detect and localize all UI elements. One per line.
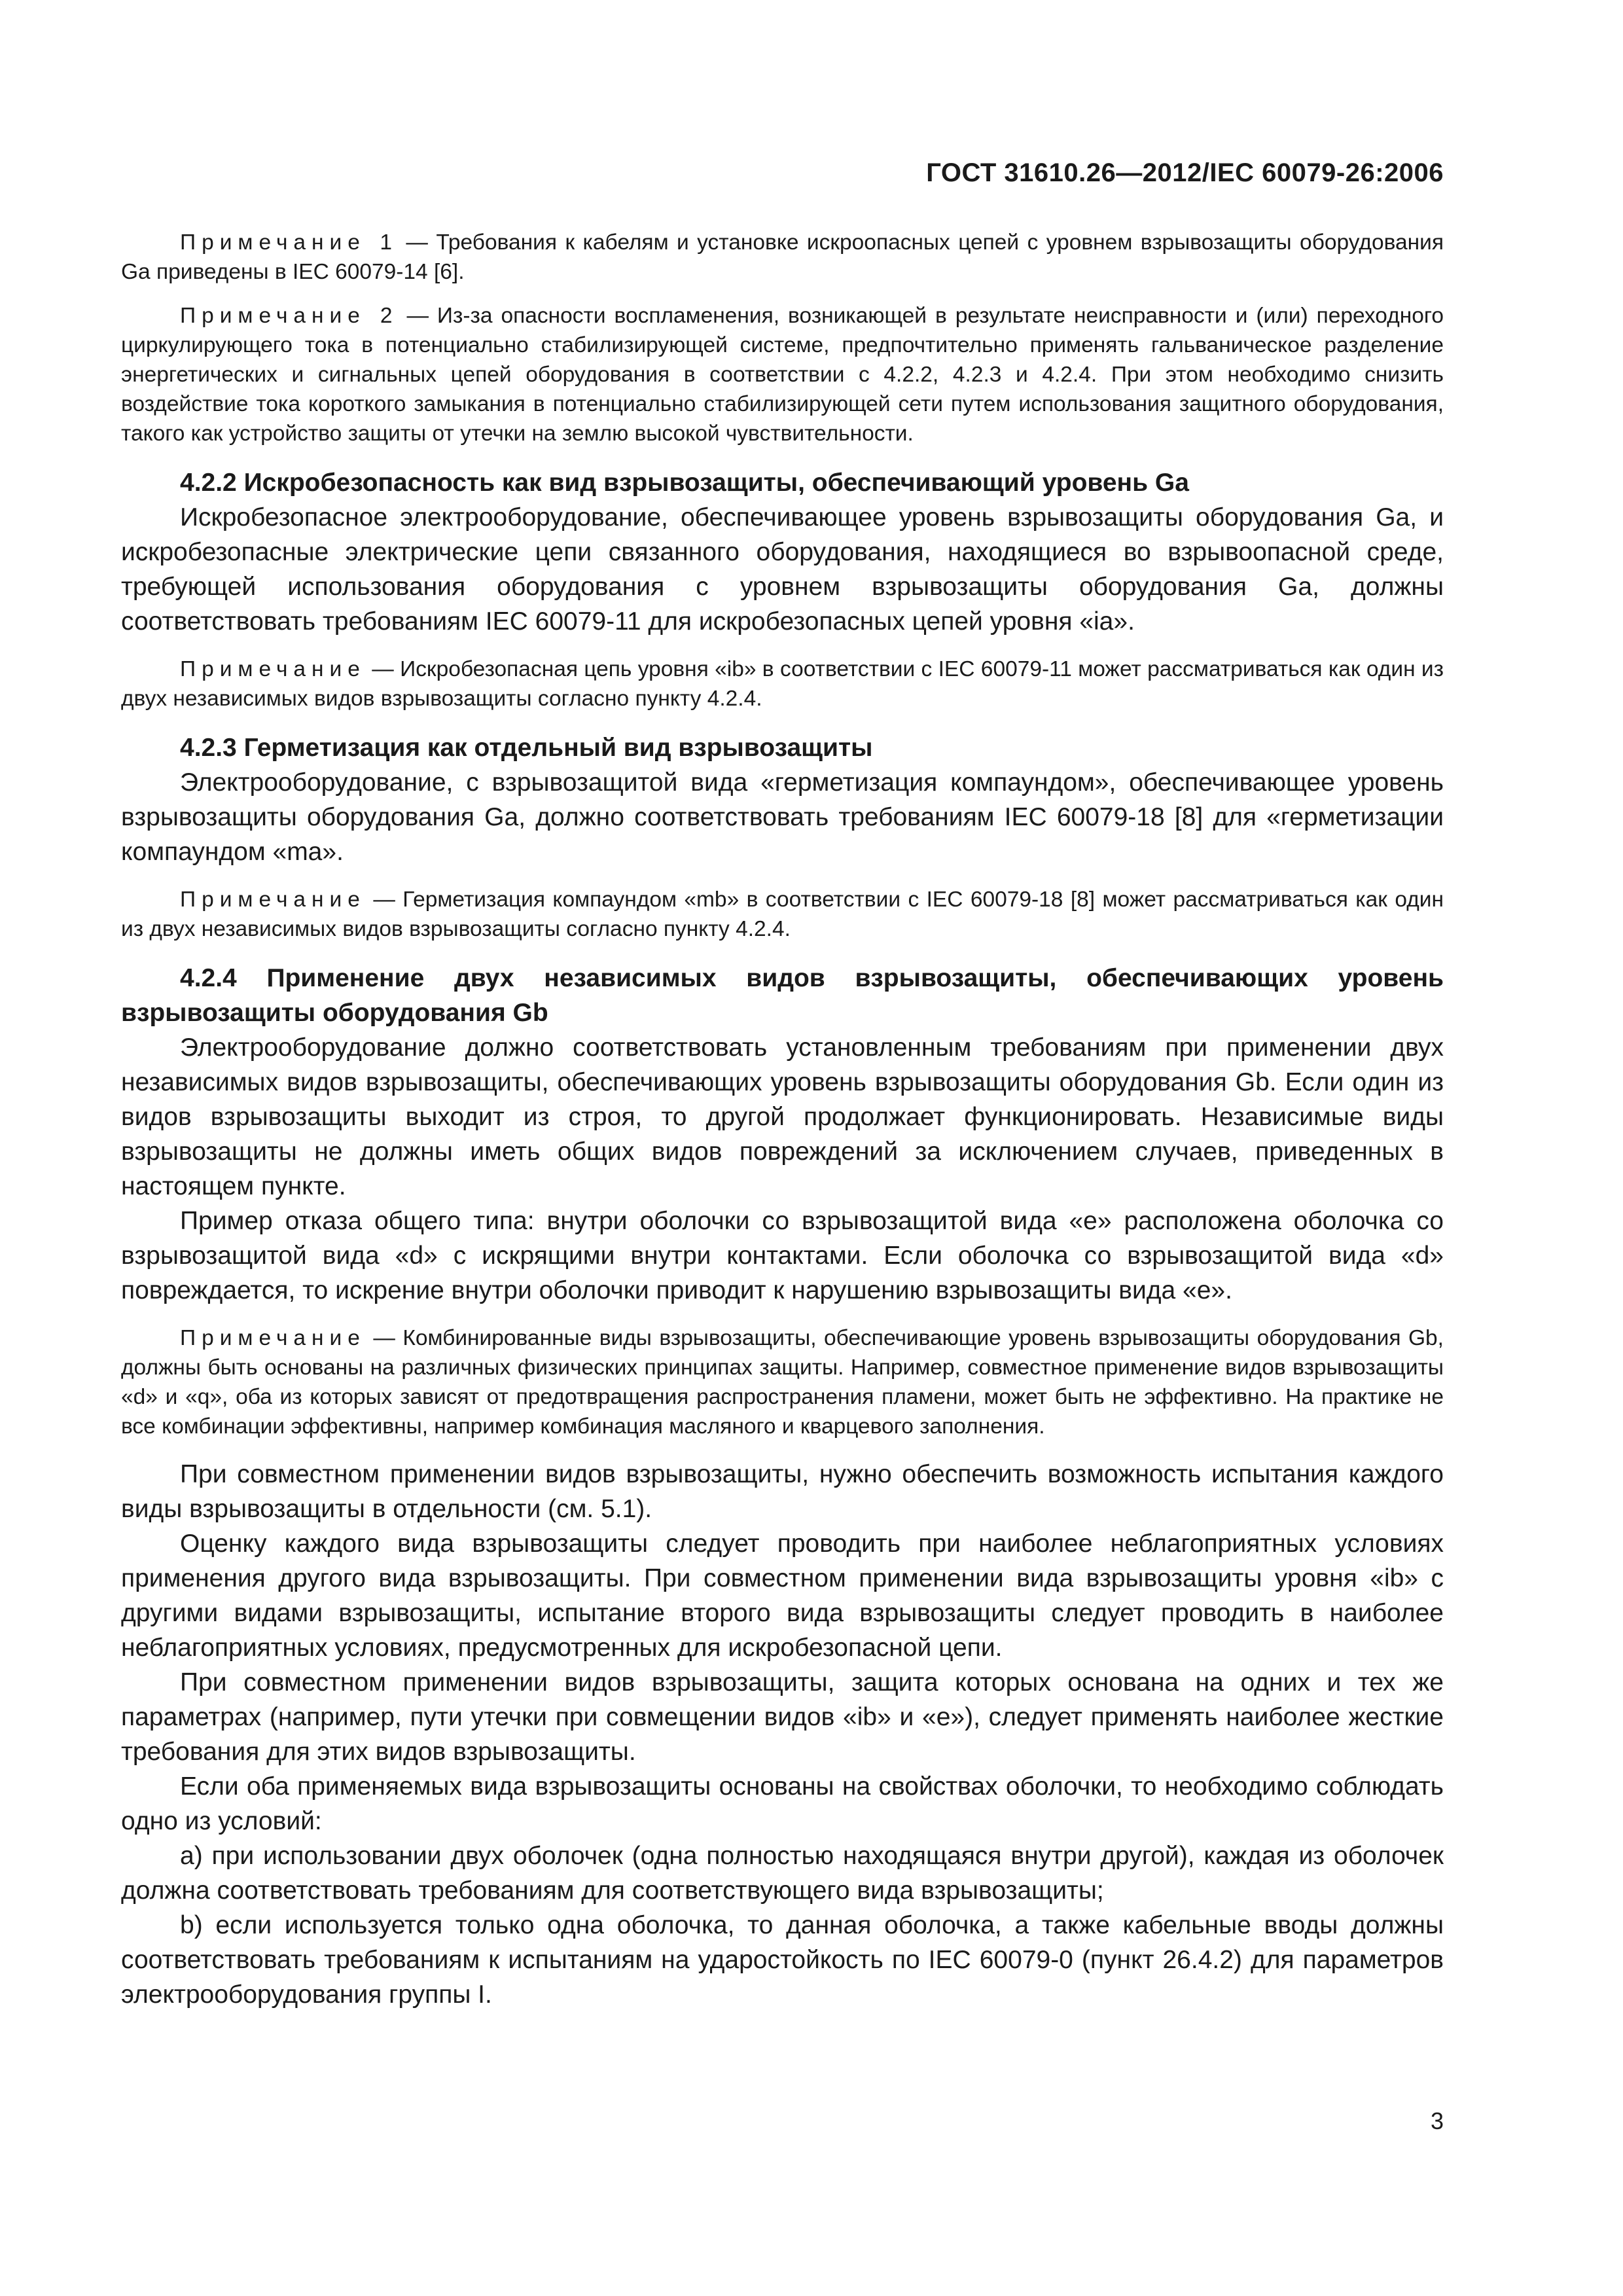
section-4-2-4-paragraph-5: При совместном применении видов взрывозащиты, защита которых основана на одних и тех же параметрах (например, пути утечки при совмещении видов «ib» и «е»), следует применять наиболее жесткие требования для этих видов взрывозащиты. xyxy=(121,1668,1444,1766)
note-text: — Искробезопасная цепь уровня «ib» в соответствии с IEC 60079-11 может рассматриваться как один из двух независимых видов взрывозащиты согласно пункту 4.2.4. xyxy=(121,657,1444,711)
note-text: — Герметизация компаундом «mb» в соответствии с IEC 60079-18 [8] может рассматриваться как один из двух независимых видов взрывозащиты согласно пункту 4.2.4. xyxy=(121,888,1444,941)
section-heading-4-2-2: 4.2.2 Искробезопасность как вид взрывозащиты, обеспечивающий уровень Ga xyxy=(180,469,1189,497)
note-label: Примечание xyxy=(180,657,366,681)
section-text-4-2-3: Электрооборудование, с взрывозащитой вида «герметизация компаундом», обеспечивающее уровень взрывозащиты оборудования Ga, должно соответствовать требованиям IEC 60079-18 [8] для «герметизации компаундом «ma». xyxy=(121,768,1444,866)
section-4-2-4-paragraph-3: При совместном применении видов взрывозащиты, нужно обеспечить возможность испытания каждого виды взрывозащиты в отдельности (см. 5.1). xyxy=(121,1460,1444,1523)
note-label: Примечание 2 xyxy=(180,304,399,328)
note-1 xyxy=(121,228,1444,287)
list-item-b: b) если используется только одна оболочка, то данная оболочка, а также кабельные вводы должны соответствовать требованиям к испытаниям на ударостойкость по IEC 60079-0 (пункт 26.4.2) для параметров электрооборудования группы I. xyxy=(121,1911,1444,2009)
section-heading-4-2-3: 4.2.3 Герметизация как отдельный вид взрывозащиты xyxy=(180,734,873,762)
standard-designation: ГОСТ 31610.26—2012/IEC 60079-26:2006 xyxy=(926,158,1444,187)
note-label: Примечание 1 xyxy=(180,230,398,255)
section-4-2-4-paragraph-1: Электрооборудование должно соответствовать установленным требованиям при применении двух независимых видов взрывозащиты, обеспечивающих уровень взрывозащиты оборудования Gb. Если один из видов взрывозащиты выходит из строя, то другой продолжает функционировать. Независимые виды взрывозащиты не должны иметь общих видов повреждений за исключением случаев, приведенных в настоящем пункте. xyxy=(121,1033,1444,1200)
section-4-2-4-paragraph-6: Если оба применяемых вида взрывозащиты основаны на свойствах оболочки, то необходимо соблюдать одно из условий: xyxy=(121,1772,1444,1835)
note-4-2-4 xyxy=(121,1323,1444,1441)
section-4-2-4-paragraph-4: Оценку каждого вида взрывозащиты следует проводить при наиболее неблагоприятных условиях применения другого вида взрывозащиты. При совместном применении вида взрывозащиты уровня «ib» с другими видами взрывозащиты, испытание второго вида взрывозащиты следует проводить в наиболее неблагоприятных условиях, предусмотренных для искробезопасной цепи. xyxy=(121,1530,1444,1662)
list-item-a: а) при использовании двух оболочек (одна полностью находящаяся внутри другой), каждая из оболочек должна соответствовать требованиям для соответствующего вида взрывозащиты; xyxy=(121,1842,1444,1905)
document-page xyxy=(121,0,1444,2296)
note-text: — Комбинированные виды взрывозащиты, обеспечивающие уровень взрывозащиты оборудования Gb, должны быть основаны на различных физических принципах защиты. Например, совместное применение видов взрывозащиты «d» и «q», оба из которых зависят от предотвращения распространения пламени, может быть не эффективно. На практике не все комбинации эффективны, например комбинация масляного и кварцевого заполнения. xyxy=(121,1326,1444,1439)
section-text-4-2-2: Искробезопасное электрооборудование, обеспечивающее уровень взрывозащиты оборудования Ga, и искробезопасные электрические цепи связанного оборудования, находящиеся во взрывоопасной среде, требующей использования оборудования с уровнем взрывозащиты оборудования Ga, должны соответствовать требованиям IEC 60079-11 для искробезопасных цепей уровня «ia». xyxy=(121,503,1444,636)
page-number: 3 xyxy=(1430,2108,1444,2134)
document-body xyxy=(121,228,1444,2012)
section-4-2-4-paragraph-2: Пример отказа общего типа: внутри оболочки со взрывозащитой вида «е» расположена оболочка со взрывозащитой вида «d» с искрящими внутри контактами. Если оболочка со взрывозащитой вида «d» повреждается, то искрение внутри оболочки приводит к нарушению взрывозащиты вида «е». xyxy=(121,1207,1444,1304)
note-2 xyxy=(121,301,1444,448)
note-text: — Требования к кабелям и установке искроопасных цепей с уровнем взрывозащиты оборудования Ga приведены в IEC 60079-14 [6]. xyxy=(121,230,1444,284)
note-text: — Из-за опасности воспламенения, возникающей в результате неисправности и (или) переходного циркулирующего тока в потенциально стабилизирующей системе, предпочтительно применять гальваническое разделение энергетических и сигнальных цепей оборудования в соответствии с 4.2.2, 4.2.3 и 4.2.4. При этом необходимо снизить воздействие тока короткого замыкания в потенциально стабилизирующей сети путем использования защитного оборудования, такого как устройство защиты от утечки на землю высокой чувствительности. xyxy=(121,304,1444,446)
note-label: Примечание xyxy=(180,1326,366,1350)
note-label: Примечание xyxy=(180,888,366,912)
section-heading-4-2-4: 4.2.4 Применение двух независимых видов взрывозащиты, обеспечивающих уровень взрывозащиты оборудования Gb xyxy=(121,964,1444,1027)
note-4-2-2 xyxy=(121,655,1444,713)
note-4-2-3 xyxy=(121,885,1444,944)
